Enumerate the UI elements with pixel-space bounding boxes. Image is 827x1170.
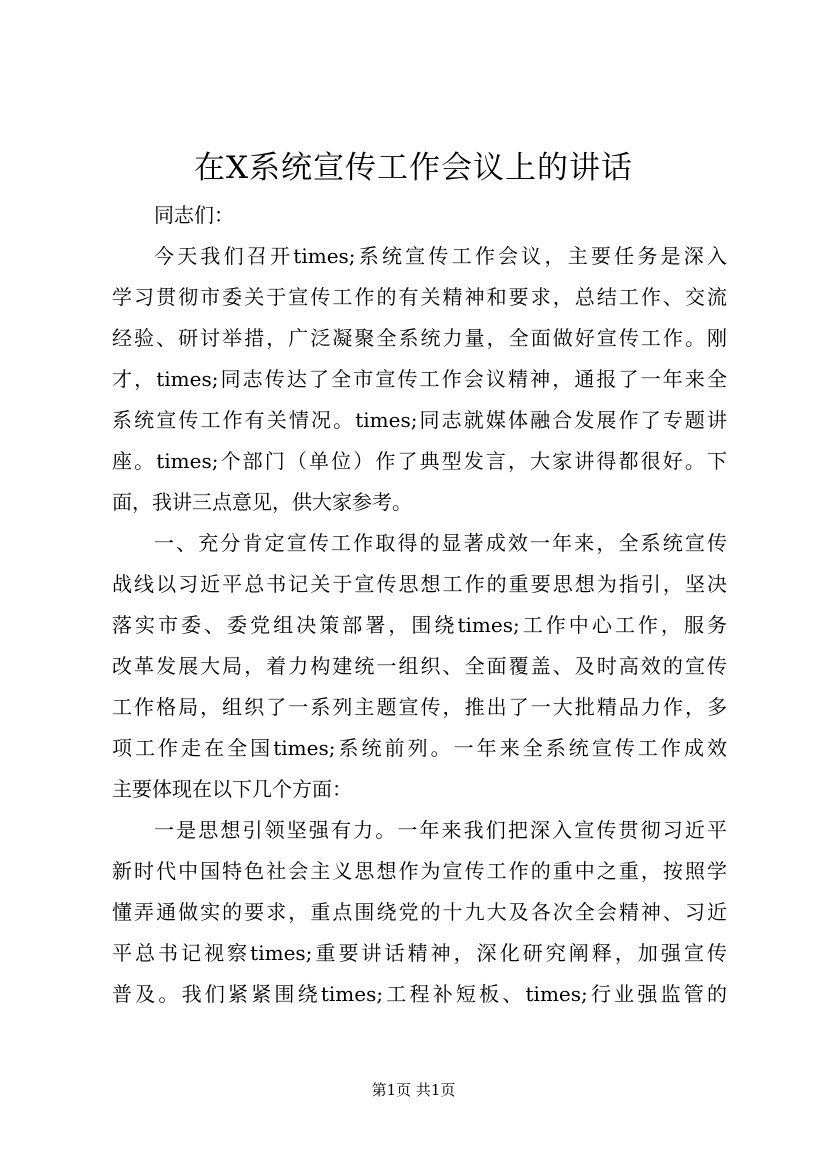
paragraph-line: 学习贯彻市委关于宣传工作的有关精神和要求，总结工作、交流 bbox=[112, 285, 727, 309]
paragraph-line: 懂弄通做实的要求，重点围绕党的十九大及各次全会精神、习近 bbox=[112, 900, 727, 924]
paragraph-line: 项工作走在全国times;系统前列。一年来全系统宣传工作成效 bbox=[112, 736, 727, 760]
paragraph-line: 座。times;个部门（单位）作了典型发言，大家讲得都很好。下 bbox=[112, 449, 727, 473]
paragraph-line: 战线以习近平总书记关于宣传思想工作的重要思想为指引，坚决 bbox=[112, 572, 727, 596]
paragraph-line: 一、充分肯定宣传工作取得的显著成效一年来，全系统宣传 bbox=[154, 531, 727, 555]
paragraph-line: 今天我们召开times;系统宣传工作会议，主要任务是深入 bbox=[154, 244, 727, 268]
paragraph-line: 面，我讲三点意见，供大家参考。 bbox=[112, 490, 412, 514]
paragraph-line: 落实市委、委党组决策部署，围绕times;工作中心工作，服务 bbox=[112, 613, 727, 637]
paragraph-line: 一是思想引领坚强有力。一年来我们把深入宣传贯彻习近平 bbox=[154, 818, 727, 842]
document-body bbox=[112, 195, 727, 1015]
paragraph-line: 工作格局，组织了一系列主题宣传，推出了一大批精品力作，多 bbox=[112, 695, 727, 719]
paragraph-line: 平总书记视察times;重要讲话精神，深化研究阐释，加强宣传 bbox=[112, 941, 727, 965]
document-title: 在X系统宣传工作会议上的讲话 bbox=[193, 150, 634, 186]
page-number-footer: 第1页 共1页 bbox=[371, 1081, 456, 1099]
paragraph-line: 才，times;同志传达了全市宣传工作会议精神，通报了一年来全 bbox=[112, 367, 727, 391]
paragraph-line: 经验、研讨举措，广泛凝聚全系统力量，全面做好宣传工作。刚 bbox=[112, 326, 727, 350]
paragraph-line: 系统宣传工作有关情况。times;同志就媒体融合发展作了专题讲 bbox=[112, 408, 727, 432]
paragraph-line: 改革发展大局，着力构建统一组织、全面覆盖、及时高效的宣传 bbox=[112, 654, 727, 678]
paragraph-line: 普及。我们紧紧围绕times;工程补短板、times;行业强监管的 bbox=[112, 982, 727, 1006]
paragraph-line: 新时代中国特色社会主义思想作为宣传工作的重中之重，按照学 bbox=[112, 859, 727, 883]
paragraph-line: 主要体现在以下几个方面： bbox=[112, 777, 352, 801]
salutation-line: 同志们： bbox=[154, 203, 234, 227]
